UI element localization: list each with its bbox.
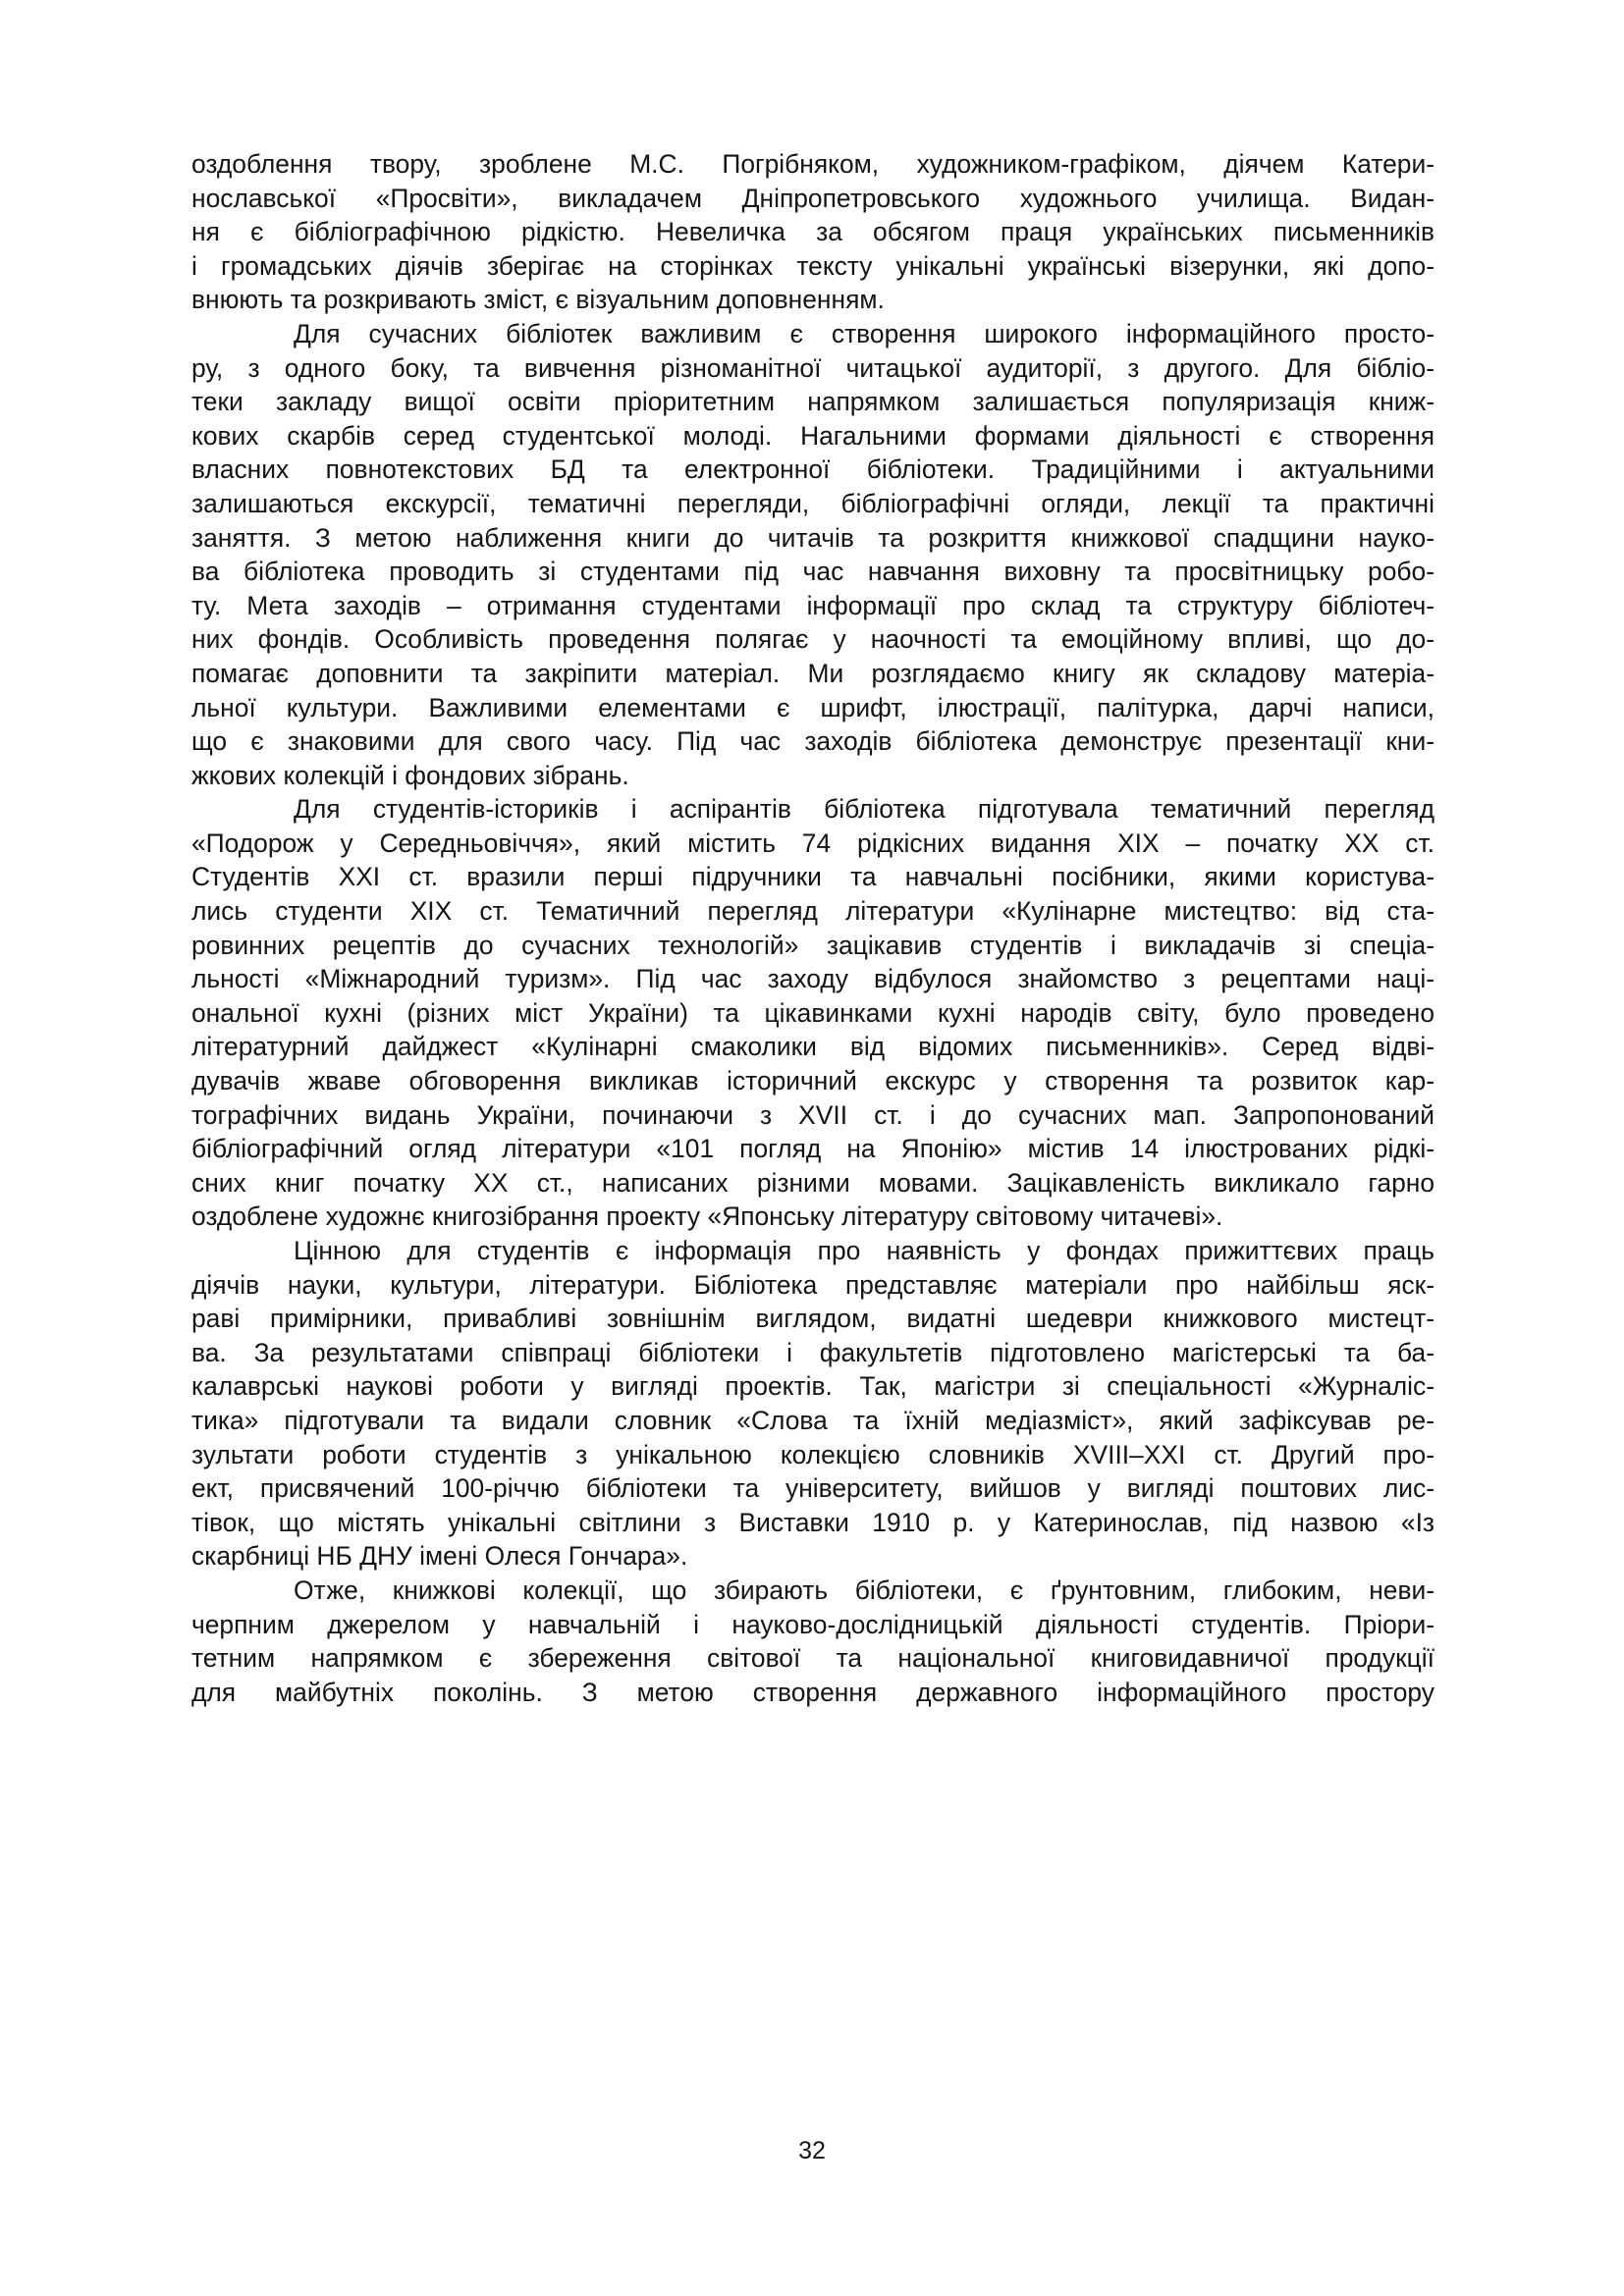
text-line: ект, присвячений 100-річчю бібліотеки та університету, вийшов у вигляді поштових лис- (191, 1473, 1435, 1504)
text-line: жкових колекцій і фондових зібрань. (191, 760, 629, 790)
text-line: тографічних видань України, починаючи з XVII ст. і до сучасних мап. Запропонований (191, 1099, 1435, 1130)
text-line: що є знаковими для свого часу. Під час заходів бібліотека демонструє презентації кни- (191, 726, 1435, 757)
text-line: сних книг початку XX ст., написаних різними мовами. Зацікавленість викликало гарно (191, 1167, 1435, 1198)
text-line: теки закладу вищої освіти пріоритетним напрямком залишається популяризація книж- (191, 387, 1435, 417)
text-line: черпним джерелом у навчальній і науково-дослідницькій діяльності студентів. Пріори- (191, 1609, 1435, 1639)
text-line: діячів науки, культури, літератури. Бібліотека представляє матеріали про найбільш яск- (191, 1269, 1435, 1300)
text-line: ровинних рецептів до сучасних технологій» зацікавив студентів і викладачів зі спеціа- (191, 930, 1435, 960)
text-line: калаврські наукові роботи у вигляді проектів. Так, магістри зі спеціальності «Журналіс- (191, 1371, 1435, 1402)
text-line: ва бібліотека проводить зі студентами під час навчання виховну та просвітницьку робо- (191, 557, 1435, 587)
text-line: кових скарбів серед студентської молоді. Нагальними формами діяльності є створення (191, 420, 1435, 451)
text-line: нославської «Просвіти», викладачем Дніпропетровського художнього училища. Видан- (191, 183, 1435, 213)
text-line: бібліографічний огляд літератури «101 погляд на Японію» містив 14 ілюстрованих рідкі- (191, 1134, 1435, 1164)
text-line: ту. Мета заходів – отримання студентами інформації про склад та структуру бібліотеч- (191, 590, 1435, 620)
text-line: зультати роботи студентів з унікальною колекцією словників XVIII–XXI ст. Другий про- (191, 1439, 1435, 1469)
text-line: ня є бібліографічною рідкістю. Невеличка за обсягом праця українських письменників (191, 217, 1435, 247)
body-text (191, 147, 1435, 1709)
text-line: Цінною для студентів є інформація про наявність у фондах прижиттєвих праць (294, 1236, 1435, 1265)
text-line: лись студенти XIX ст. Тематичний перегляд літератури «Кулінарне мистецтво: від ста- (191, 896, 1435, 927)
text-line: ру, з одного боку, та вивчення різноманітної читацької аудиторії, з другого. Для бібліо- (191, 352, 1435, 383)
text-line: них фондів. Особливість проведення полягає у наочності та емоційному впливі, що до- (191, 624, 1435, 655)
text-line: льності «Міжнародний туризм». Під час заходу відбулося знайомство з рецептами наці- (191, 964, 1435, 994)
text-line: власних повнотекстових БД та електронної бібліотеки. Традиційними і актуальними (191, 454, 1435, 485)
text-line: і громадських діячів зберігає на сторінках тексту унікальні українські візерунки, які допо- (191, 250, 1435, 281)
text-line: «Подорож у Середньовіччя», який містить 74 рідкісних видання XIX – початку XX ст. (191, 828, 1435, 858)
text-line: внюють та розкривають зміст, є візуальним доповненням. (191, 285, 885, 315)
text-line: тетним напрямком є збереження світової та національної книговидавничої продукції (191, 1643, 1435, 1674)
text-line: залишаються екскурсії, тематичні перегляди, бібліографічні огляди, лекції та практичні (191, 488, 1435, 518)
text-line: дувачів жваве обговорення викликав історичний екскурс у створення та розвиток кар- (191, 1066, 1435, 1096)
text-line: літературний дайджест «Кулінарні смаколики від відомих письменників». Серед відві- (191, 1032, 1435, 1062)
text-line: Студентів XXI ст. вразили перші підручники та навчальні посібники, якими користува- (191, 862, 1435, 892)
text-line: для майбутніх поколінь. З метою створення державного інформаційного простору (191, 1677, 1435, 1707)
text-line: оздоблення твору, зроблене М.С. Погрібняком, художником-графіком, діячем Катери- (191, 149, 1435, 179)
page-number: 32 (798, 2137, 826, 2164)
text-line: тівок, що містять унікальні світлини з Виставки 1910 р. у Катеринослав, під назвою «Із (191, 1507, 1435, 1537)
text-line: ва. За результатами співпраці бібліотеки і факультетів підготовлено магістерські та ба- (191, 1337, 1435, 1367)
text-line: скарбниці НБ ДНУ імені Олеся Гончара». (191, 1541, 688, 1572)
text-line: Для студентів-істориків і аспірантів бібліотека підготувала тематичний перегляд (294, 794, 1435, 825)
text-line: заняття. З метою наближення книги до читачів та розкриття книжкової спадщини науко- (191, 522, 1435, 553)
text-line: помагає доповнити та закріпити матеріал. Ми розглядаємо книгу як складову матеріа- (191, 658, 1435, 688)
text-line: ональної кухні (різних міст України) та цікавинками кухні народів світу, було проведено (191, 997, 1435, 1028)
text-line: Для сучасних бібліотек важливим є створення широкого інформаційного просто- (294, 318, 1435, 348)
text-line: тика» підготували та видали словник «Слова та їхній медіазміст», який зафіксував ре- (191, 1405, 1435, 1435)
text-line: раві примірники, привабливі зовнішнім виглядом, видатні шедеври книжкового мистецт- (191, 1304, 1435, 1334)
text-line: оздоблене художнє книгозібрання проекту «Японську літературу світовому читачеві». (191, 1201, 1223, 1232)
text-line: льної культури. Важливими елементами є шрифт, ілюстрації, палітурка, дарчі написи, (191, 692, 1435, 722)
text-line: Отже, книжкові колекції, що збирають бібліотеки, є ґрунтовним, глибоким, неви- (294, 1575, 1435, 1605)
